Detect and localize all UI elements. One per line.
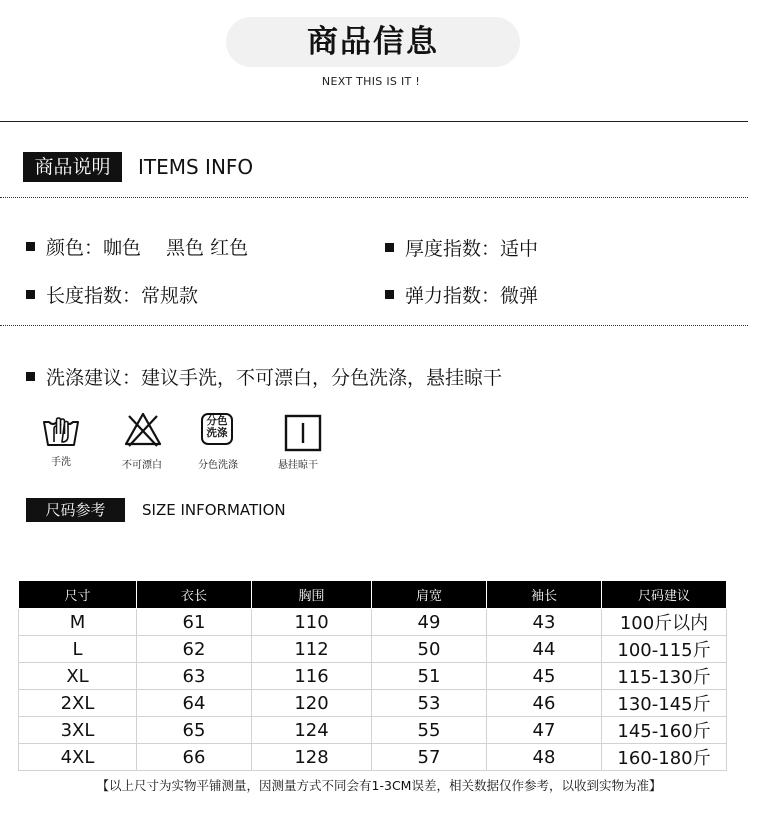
table-cell: 110 [252,609,372,636]
table-cell: 4XL [19,744,137,771]
column-header-chest: 胸围 [252,581,372,609]
table-cell: 160-180斤 [602,744,727,771]
size-info-label: SIZE INFORMATION [142,501,286,519]
table-cell: 45 [487,663,602,690]
header-divider [0,121,748,122]
column-header-recommendation: 尺码建议 [602,581,727,609]
table-cell: 120 [252,690,372,717]
table-row [19,636,727,663]
items-info-label: ITEMS INFO [138,155,254,179]
table-cell: 50 [372,636,487,663]
separate-wash-icon [200,412,240,456]
table-row [19,663,727,690]
column-header-shoulder: 肩宽 [372,581,487,609]
table-cell: 145-160斤 [602,717,727,744]
table-row [19,744,727,771]
table-cell: 128 [252,744,372,771]
table-cell: 61 [137,609,252,636]
table-cell: 51 [372,663,487,690]
bullet-square-icon [26,372,35,381]
dotted-divider [0,197,748,198]
table-cell: 3XL [19,717,137,744]
table-cell: XL [19,663,137,690]
measurement-note: 【以上尺寸为实物平铺测量，因测量方式不同会有1-3CM误差，相关数据仅作参考，以收到实物为准】 [96,778,662,793]
table-header-row [19,581,727,609]
attribute-color: 颜色：咖色 黑色 红色 [26,236,248,260]
table-cell: 44 [487,636,602,663]
table-cell: 63 [137,663,252,690]
attribute-thickness: 厚度指数：适中 [385,237,538,261]
table-row [19,609,727,636]
separate-wash-icon-text-1: 分色 [206,415,228,427]
table-cell: M [19,609,137,636]
table-cell: 43 [487,609,602,636]
table-cell: 100斤以内 [602,609,727,636]
table-cell: 116 [252,663,372,690]
items-info-badge: 商品说明 [23,152,122,182]
table-row [19,717,727,744]
column-header-size: 尺寸 [19,581,137,609]
attribute-elasticity: 弹力指数：微弹 [385,284,538,308]
column-header-length: 衣长 [137,581,252,609]
separate-wash-icon-text-2: 洗涤 [206,427,228,439]
table-cell: 49 [372,609,487,636]
table-cell: 48 [487,744,602,771]
wash-advice: 洗涤建议：建议手洗，不可漂白，分色洗涤，悬挂晾干 [26,366,502,390]
table-cell: 55 [372,717,487,744]
attribute-length: 长度指数：常规款 [26,284,198,308]
table-cell: 100-115斤 [602,636,727,663]
table-cell: 57 [372,744,487,771]
table-cell: 46 [487,690,602,717]
bullet-square-icon [26,242,35,251]
size-info-badge: 尺码参考 [26,498,125,522]
page-subtitle: NEXT THIS IS IT ! [321,75,421,88]
size-table [18,580,727,771]
table-cell: 124 [252,717,372,744]
dotted-divider [0,325,748,326]
table-cell: 65 [137,717,252,744]
table-cell: 2XL [19,690,137,717]
hand-wash-icon [41,412,81,456]
hand-wash-label: 手洗 [51,457,71,468]
separate-wash-label: 分色洗涤 [198,460,238,471]
bullet-square-icon [385,290,394,299]
column-header-sleeve: 袖长 [487,581,602,609]
table-cell: 66 [137,744,252,771]
table-row [19,690,727,717]
table-cell: 112 [252,636,372,663]
no-bleach-label: 不可漂白 [122,460,162,471]
bullet-square-icon [385,243,394,252]
table-cell: 53 [372,690,487,717]
hang-dry-label: 悬挂晾干 [278,460,318,471]
table-cell: 47 [487,717,602,744]
bullet-square-icon [26,290,35,299]
no-bleach-icon [123,410,163,454]
table-cell: 115-130斤 [602,663,727,690]
table-cell: 62 [137,636,252,663]
table-cell: L [19,636,137,663]
table-cell: 130-145斤 [602,690,727,717]
page-title: 商品信息 [307,24,439,60]
table-cell: 64 [137,690,252,717]
hang-dry-icon [284,414,324,458]
